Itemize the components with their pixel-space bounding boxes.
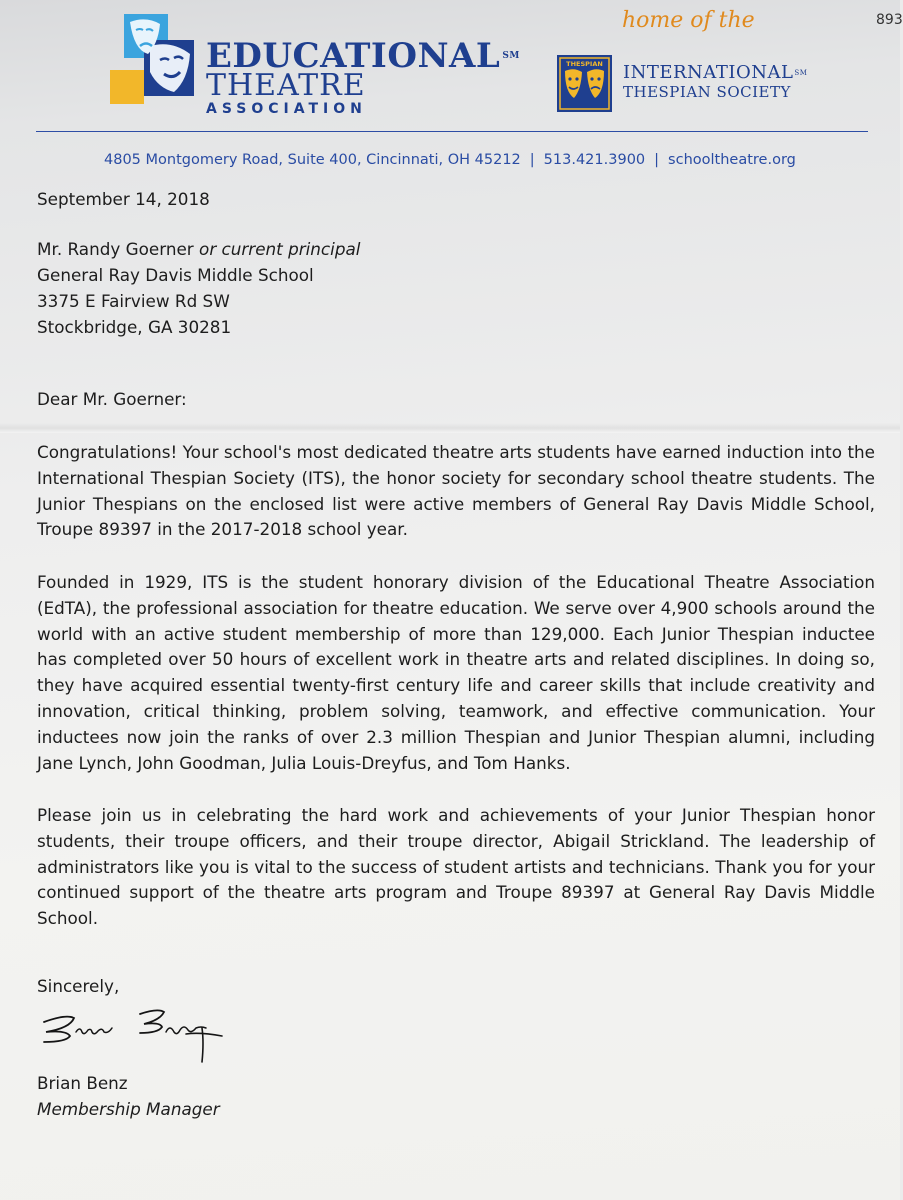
- signer-title: Membership Manager: [37, 1099, 220, 1119]
- recipient-name: Mr. Randy Goerner: [37, 239, 194, 259]
- theatre-masks-icon: [110, 12, 196, 108]
- edta-logo: [110, 12, 520, 117]
- edta-trademark: SM: [502, 51, 520, 61]
- closing: Sincerely,: [37, 976, 120, 996]
- letter-paragraph-3: Please join us in celebrating the hard work and achievements of your Junior Thespian honor students, their troupe officers, and their troupe director, Abigail Strickland. The leadership of administrators like you is vital to the success of student artists and technicians. Thank you for your continued support of the theatre arts program and Troupe 89397 at General Ray Davis Middle School.: [37, 805, 875, 929]
- edta-name-line2: THEATRE: [206, 68, 366, 103]
- recipient-address: [37, 236, 360, 340]
- letter-paragraph-1: Congratulations! Your school's most dedicated theatre arts students have earned induction into the International Thespian Society (ITS), the honor society for secondary school theatre students. The Junior Thespians on the enclosed list were active members of General Ray Davis Middle School, Troupe 89397 in the 2017-2018 school year.: [37, 442, 875, 540]
- signer-name: Brian Benz: [37, 1073, 128, 1093]
- contact-address: 4805 Montgomery Road, Suite 400, Cincinnati, OH 45212: [104, 152, 521, 168]
- edta-name-line1: EDUCATIONAL ℠: [206, 36, 520, 76]
- recipient-school: General Ray Davis Middle School: [37, 265, 314, 285]
- contact-separator: |: [654, 152, 660, 168]
- contact-website: schooltheatre.org: [668, 152, 796, 168]
- signature-image: [36, 1004, 236, 1064]
- its-badge-text: THESPIAN: [566, 60, 603, 68]
- recipient-alt: or current principal: [199, 239, 361, 259]
- edge-number: 893: [876, 12, 903, 28]
- recipient-street: 3375 E Fairview Rd SW: [37, 291, 230, 311]
- contact-separator: |: [529, 152, 535, 168]
- signer-block: [37, 1070, 220, 1122]
- contact-line: [104, 152, 796, 168]
- contact-phone: 513.421.3900: [543, 152, 646, 168]
- recipient-city: Stockbridge, GA 30281: [37, 317, 232, 337]
- its-name-line1: INTERNATIONAL℠: [623, 62, 808, 83]
- letter-date: September 14, 2018: [37, 189, 210, 209]
- thespian-masks-icon: [557, 55, 612, 112]
- recipient-name-line: [37, 236, 360, 262]
- its-logo: [557, 55, 807, 115]
- paper-fold: [0, 423, 900, 433]
- salutation: Dear Mr. Goerner:: [37, 389, 187, 409]
- header-rule: [36, 131, 868, 132]
- edta-name-line3: ASSOCIATION: [206, 101, 367, 117]
- home-of-tagline: home of the: [622, 8, 755, 33]
- its-name-line2: THESPIAN SOCIETY: [623, 83, 791, 101]
- its-trademark: SM: [794, 69, 808, 77]
- letter-paragraph-2: Founded in 1929, ITS is the student honorary division of the Educational Theatre Association (EdTA), the professional association for theatre education. We serve over 4,900 schools around the world with an active student membership of more than 129,000. Each Junior Thespian inductee has completed over 50 hours of excellent work in theatre arts and related disciplines. In doing so, they have acquired essential twenty-first century life and career skills that include creativity and innovation, critical thinking, problem solving, teamwork, and effective communication. Your inductees now join the ranks of over 2.3 million Thespian and Junior Thespian alumni, including Jane Lynch, John Goodman, Julia Louis-Dreyfus, and Tom Hanks.: [37, 572, 875, 773]
